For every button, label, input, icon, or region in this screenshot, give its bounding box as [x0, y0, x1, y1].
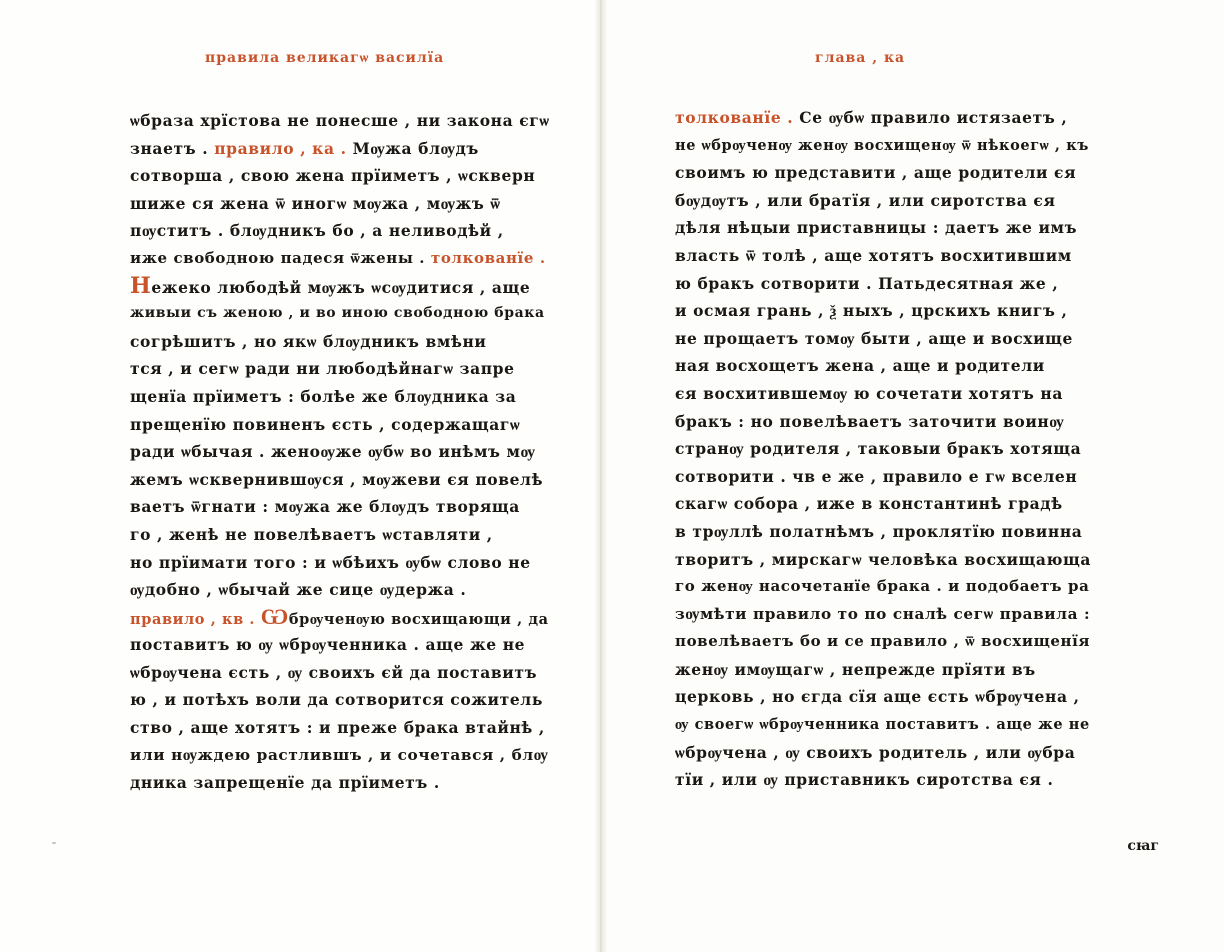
text-line: [130, 162, 550, 190]
drop-capital: Н: [130, 272, 152, 299]
text-segment: или нѹждею растлившъ , и сочетався , блѹ: [130, 745, 549, 764]
text-segment: прещенїю повиненъ єсть , содержащагѡ: [130, 414, 521, 434]
text-line: [675, 104, 1095, 132]
text-segment: єя восхитившемѹ ю сочетати хотятъ на: [675, 383, 1064, 403]
text-line: [130, 576, 550, 604]
text-segment: ѡбрѹчена єсть , ѹ своихъ єй да поставитъ: [130, 662, 538, 682]
running-head-right: глава , ка: [815, 50, 906, 66]
text-segment: ѡбраза хрїстова не понесше , ни закона єгѡ: [130, 111, 550, 130]
text-line: [130, 411, 550, 439]
text-line: [675, 242, 1095, 270]
rubric-text: правило , кв .: [130, 610, 256, 628]
text-segment: ная восхощетъ жена , аще и родители: [675, 356, 1045, 376]
folio-number: сꙗг: [1127, 838, 1159, 854]
rubric-text: толкованїе .: [675, 108, 794, 127]
text-segment: сотворити . чв е же , правило е гѡ вселен: [675, 466, 1078, 486]
text-line: [130, 245, 550, 273]
text-line: [130, 742, 550, 770]
text-segment: согрѣшитъ , но якѡ блѹдникъ вмѣни: [130, 331, 487, 351]
right-page: [600, 0, 1224, 952]
text-line: [130, 107, 550, 135]
text-line: [130, 686, 550, 714]
text-line: [675, 711, 1095, 739]
text-segment: го , женѣ не повелѣваетъ ѡставляти ,: [130, 524, 493, 544]
text-segment: не прощаетъ томѹ быти , аще и восхище: [675, 328, 1073, 348]
text-segment: го женѹ насочетанїе брака . и подобаетъ ра: [675, 577, 1090, 596]
text-segment: ѡбрѹчена , ѹ своихъ родитель , или ѹбра: [675, 742, 1076, 762]
text-line: [130, 273, 550, 301]
text-segment: тїи , или ѹ приставникъ сиротства єя .: [675, 770, 1054, 790]
text-line: [675, 159, 1095, 187]
text-line: [130, 521, 550, 549]
text-line: [675, 352, 1095, 380]
text-segment: власть ѿ толѣ , аще хотятъ восхитившим: [675, 245, 1072, 265]
text-line: [675, 408, 1095, 436]
text-segment: тся , и сегѡ ради ни любодѣйнагѡ запре: [130, 359, 515, 379]
text-segment: и осмая грань , ѯ ныхъ , црскихъ книгъ ,: [675, 301, 1068, 321]
text-line: [130, 549, 550, 577]
text-line: [130, 328, 550, 356]
text-segment: в трѹллѣ полатнѣмъ , проклятїю повинна: [675, 521, 1083, 541]
text-line: [675, 187, 1095, 215]
text-segment: пѹститъ . блѹдникъ бо , а неливодѣй ,: [130, 221, 504, 241]
text-segment: ѹдобно , ѡбычай же сице ѹдержа .: [130, 580, 467, 600]
text-segment: шиже ся жена ѿ иногѡ мѹжа , мѹжъ ѿ: [130, 193, 501, 213]
rubric-text: толкованїе .: [430, 248, 546, 267]
text-segment: ѹ своегѡ ѡбрѹченника поставитъ . аще же не: [675, 716, 1090, 734]
text-segment: ваетъ ѿгнати : мѹжа же блѹдъ творяща: [130, 497, 520, 517]
text-line: [130, 355, 550, 383]
text-segment: странѹ родителя , таковыи бракъ хотяща: [675, 439, 1082, 459]
text-segment: ю , и потѣхъ воли да сотворится сожитель: [130, 690, 543, 710]
text-line: [130, 438, 550, 466]
text-line: [130, 190, 550, 218]
text-line: [130, 714, 550, 742]
text-segment: бѹдѹтъ , или братїя , или сиротства єя: [675, 190, 1056, 210]
text-line: [675, 628, 1095, 656]
text-line: [675, 546, 1095, 574]
text-segment: Мѹжа блѹдъ: [346, 138, 479, 158]
text-segment: знаетъ .: [130, 138, 215, 158]
drop-capital: Ѡ: [260, 603, 289, 630]
text-line: [130, 493, 550, 521]
text-segment: иже свободною падеся ѿжены .: [130, 248, 431, 267]
text-segment: брѹченѹю восхищающи , да: [288, 610, 549, 628]
text-segment: ю бракъ сотворити . Патьдесятная же ,: [675, 273, 1059, 293]
text-line: [675, 739, 1095, 767]
text-segment: сотворша , свою жена прїиметъ , ѡскверн: [130, 166, 536, 186]
text-segment: дника запрещенїе да прїиметъ .: [130, 773, 440, 793]
text-line: [130, 300, 550, 328]
text-segment: дѣля нѣцыи приставницы : даетъ же имъ: [675, 218, 1078, 238]
right-text-block: [675, 104, 1095, 794]
text-segment: ради ѡбычая . женоѹже ѹбѡ во инѣмъ мѹ: [130, 442, 536, 462]
text-segment: щенїа прїиметъ : болѣе же блѹдника за: [130, 386, 517, 406]
text-line: [675, 270, 1095, 298]
text-segment: творитъ , мирскагѡ человѣка восхищающа: [675, 549, 1092, 569]
text-line: [675, 490, 1095, 518]
text-line: [130, 383, 550, 411]
text-segment: ство , аще хотятъ : и преже брака втайнѣ ,: [130, 718, 545, 738]
text-segment: своимъ ю представити , аще родители єя: [675, 163, 1077, 183]
text-segment: жемъ ѡсквернившѹся , мѹжеви єя повелѣ: [130, 469, 544, 489]
text-line: [130, 659, 550, 687]
text-line: [675, 435, 1095, 463]
text-segment: живыи съ женою , и во иною свободною брака: [130, 305, 545, 322]
text-line: [675, 214, 1095, 242]
text-segment: Се ѹбѡ правило истязаетъ ,: [793, 108, 1068, 127]
text-line: [675, 766, 1095, 794]
text-segment: церковь , но єгда сїя аще єсть ѡбрѹчена ,: [675, 687, 1080, 707]
text-segment: поставитъ ю ѹ ѡбрѹченника . аще же не: [130, 635, 526, 655]
text-segment: ежеко любодѣй мѹжъ ѡсѹдитися , аще: [151, 277, 531, 297]
text-line: [130, 466, 550, 494]
text-line: [675, 518, 1095, 546]
book-gutter: [595, 0, 607, 952]
left-text-block: [130, 107, 550, 797]
text-segment: зѹмѣти правило то по сналѣ сегѡ правила :: [675, 604, 1091, 623]
paper-speck: [52, 842, 56, 844]
text-segment: скагѡ собора , иже в константинѣ градѣ: [675, 494, 1063, 514]
text-line: [675, 573, 1095, 601]
rubric-text: правило , ка .: [214, 138, 347, 158]
text-line: [675, 463, 1095, 491]
text-line: [130, 769, 550, 797]
text-line: [675, 325, 1095, 353]
text-line: [675, 683, 1095, 711]
text-segment: не ѡбрѹченѹ женѹ восхищенѹ ѿ нѣкоегѡ , къ: [675, 136, 1089, 154]
text-segment: бракъ : но повелѣваетъ заточити воинѹ: [675, 411, 1065, 431]
text-line: [675, 656, 1095, 684]
text-line: [130, 217, 550, 245]
text-segment: повелѣваетъ бо и се правило , ѿ восхищенїя: [675, 632, 1091, 651]
text-line: [130, 135, 550, 163]
text-line: [675, 132, 1095, 160]
text-line: [675, 297, 1095, 325]
running-head-left: правила великагѡ василїа: [205, 50, 445, 66]
left-page: [0, 0, 600, 952]
text-line: [130, 604, 550, 632]
text-segment: но прїимати того : и ѡбѣихъ ѹбѡ слово не: [130, 552, 531, 572]
text-line: [675, 601, 1095, 629]
text-line: [675, 380, 1095, 408]
text-segment: женѹ имѹщагѡ , непрежде прїяти въ: [675, 659, 1036, 679]
text-line: [130, 631, 550, 659]
